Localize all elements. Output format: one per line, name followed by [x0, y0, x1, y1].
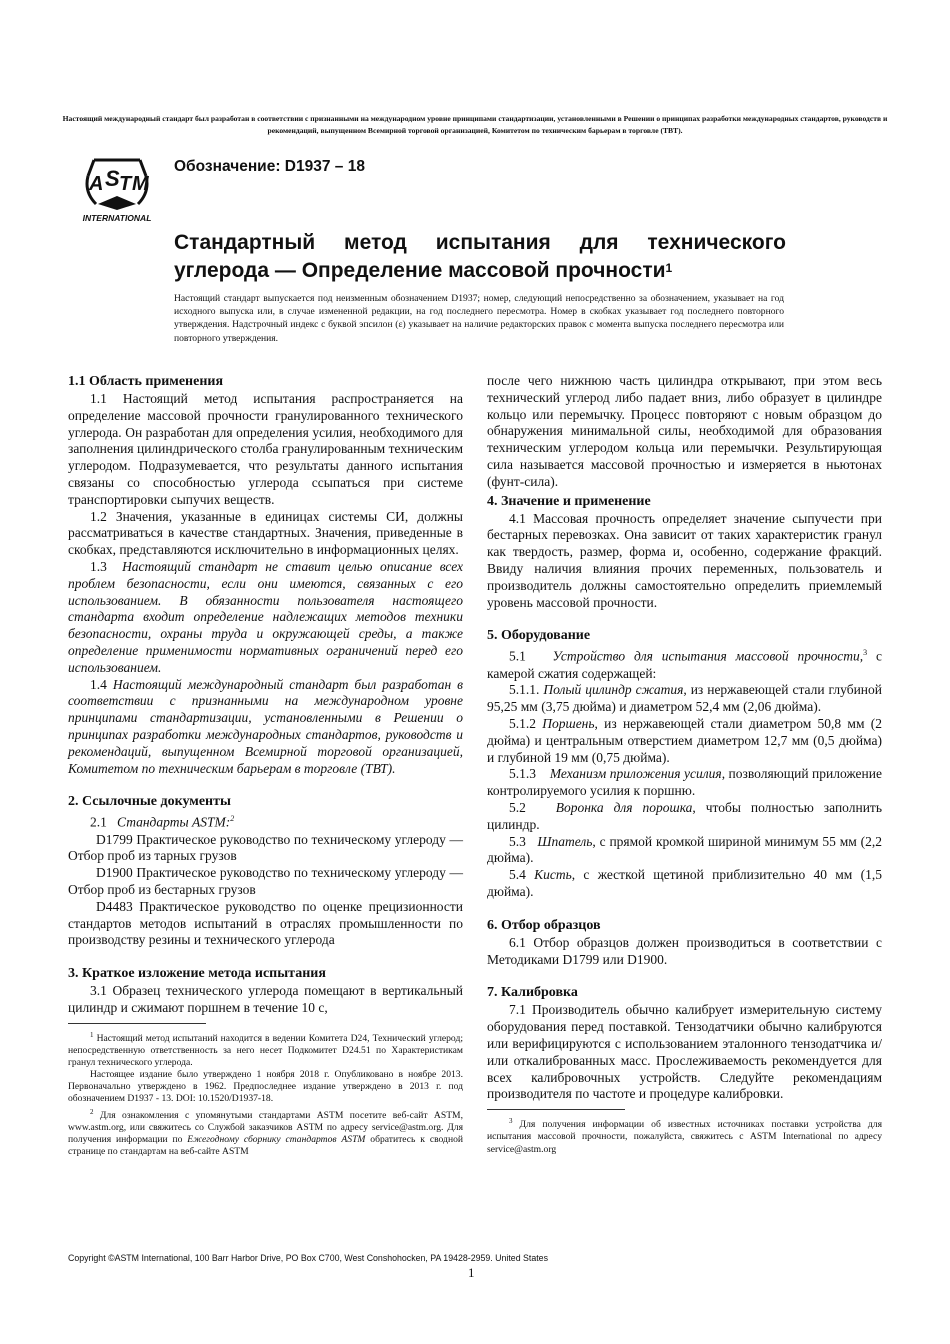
- reference-d1900: D1900 Практическое руководство по техническому углероду — Отбор проб из бестарных грузов: [68, 865, 463, 898]
- para-1-3: 1.3 Настоящий стандарт не ставит целью описание всех проблем безопасности, если они имеются, связанных с его использованием. В обязанности пользователя настоящего стандарта входит определение надлежащих методов техники безопасности, охраны труда и окружающей среды, а также определение применимости нормативных ограничений перед его использованием.: [68, 558, 464, 675]
- section-6-heading: 6. Отбор образцов: [487, 917, 601, 933]
- reference-d4483: D4483 Практическое руководство по оценке прецизионности стандартов методов испытаний в отраслях промышленности по производству резины и технического углерода: [68, 898, 463, 948]
- document-title: Стандартный метод испытания для технического углерода — Определение массовой прочности$^1$: [174, 231, 786, 282]
- section-1-heading: 1.1 Область применения: [68, 374, 224, 389]
- international-standard-notice: Настоящий международный стандарт был разработан в соответствии с признанными на международном уровне принципами стандартизации, установленными в Решении о принципах разработки международных стандартов, руководств и рекомендаций, выпущенном Всемирной торговой организацией, Комитетом по техническим барьерам в торговле (ТВТ).: [62, 114, 888, 135]
- footnote-3: $^3$ Для получения информации об известных источниках поставки устройства для испытания массовой прочности, пожалуйста, свяжитесь с ASTM International по адресу service@astm.org: [487, 1117, 882, 1155]
- logo-caption: INTERNATIONAL: [82, 213, 152, 223]
- para-5-4: 5.4 Кисть, с жесткой щетиной приблизительно 40 мм (1,5 дюйма).: [487, 867, 882, 900]
- para-5-1-2: 5.1.2 Поршень, из нержавеющей стали диаметром 50,8 мм (2 дюйма) и центральным отверстием диаметром 12,7 мм (0,5 дюйма) и глубиной 19 мм (0,75 дюйма).: [487, 716, 882, 765]
- svg-text:A: A: [89, 173, 104, 195]
- section-4-heading: 4. Значение и применение: [487, 493, 651, 509]
- right-column: [487, 373, 882, 1156]
- designation: Обозначение: D1937 – 18: [174, 158, 365, 175]
- para-6-1: 6.1 Отбор образцов должен производиться в соответствии с Методиками D1799 или D1900.: [487, 934, 882, 967]
- para-1-2: 1.2 Значения, указанные в единицах системы СИ, должны рассматриваться в качестве стандартных. Значения, приведенные в скобках, представляются исключительно в информационных целях.: [68, 508, 463, 558]
- svg-text:T: T: [119, 173, 132, 195]
- footnote-divider: [487, 1109, 625, 1110]
- copyright: Copyright ©ASTM International, 100 Barr Harbor Drive, PO Box C700, West Conshohocken, PA 19428-2959. United States: [68, 1253, 548, 1263]
- title-footnote-marker: 1: [665, 261, 673, 275]
- page-number: 1: [468, 1265, 475, 1280]
- footnote-2: $^2$ Для ознакомления с упомянутыми стандартами ASTM посетите веб-сайт ASTM, www.astm.org, или свяжитесь со Службой заказчиков ASTM по адресу service@astm.org. Для получения информации по Ежегодному сборнику стандартов ASTM обратитесь к сводной странице по стандартам на веб-сайте ASTM: [68, 1107, 464, 1158]
- svg-text:S: S: [105, 166, 120, 191]
- left-column: [68, 373, 463, 1158]
- section-5-heading: 5. Оборудование: [487, 628, 591, 644]
- para-4-1: 4.1 Массовая прочность определяет значение сыпучести при бестарных перевозках. Она зависит от таких характеристик гранул как твердость, размер, форма и, особенно, содержание фракций. Ввиду наличия влияния прочих переменных, пользователь и производитель должны самостоятельно определить приемлемый уровень массовой прочности.: [487, 510, 882, 610]
- footnote-1: $^1$ Настоящий метод испытаний находится в ведении Комитета D24, Технический углерод; непосредственную ответственность за него несет Подкомитет D24.51 по Характеристикам гранул технического углерода.: [68, 1030, 463, 1069]
- section-7-heading: 7. Калибровка: [487, 985, 578, 1001]
- footnote-divider: [68, 1023, 206, 1024]
- para-3-1-continued: после чего нижнюю часть цилиндра открывают, при этом весь технический углерод либо падает вниз, либо образует в цилиндре кольцо или перемычку. Процесс повторяют с новым образцом до обнаружения минимальной силы, необходимой для образования техническим углеродом кольца или перемычки. Результирующая сила называется массовой прочностью и измеряется в ньютонах (фунт-сила).: [487, 373, 882, 489]
- para-5-2: 5.2 Воронка для порошка, чтобы полностью заполнить цилиндр.: [487, 800, 882, 832]
- footnote-1-edition: Настоящее издание было утверждено 1 ноября 2018 г. Опубликовано в ноябре 2013. Первоначально утверждено в 1962. Предпоследнее издание утверждено в 2013 г. под обозначением D1937 - 13. DOI: 10.1520/D1937-18.: [68, 1069, 463, 1105]
- para-5-1-1: 5.1.1. Полый цилиндр сжатия, из нержавеющей стали глубиной 95,25 мм (3,75 дюйма) и диаметром 52,4 мм (2,06 дюйма).: [487, 682, 883, 715]
- section-3-heading: 3. Краткое изложение метода испытания: [68, 966, 326, 982]
- para-7-1: 7.1 Производитель обычно калибрует измерительную систему оборудования перед поставкой. Тензодатчики обычно калибруются или верифицируются с использованием эталонного тензодатчика и/или откалиброванных масс. Прослеживаемость рекомендуется для всех калибровочных устройств. Следуйте рекомендациям производителя по частоте и процедуре калибровки.: [487, 1002, 882, 1102]
- para-3-1: 3.1 Образец технического углерода помещают в вертикальный цилиндр и сжимают поршнем в течение 10 с,: [68, 983, 463, 1015]
- para-5-3: 5.3 Шпатель, с прямой кромкой шириной минимум 55 мм (2,2 дюйма).: [487, 833, 882, 866]
- para-5-1-3: 5.1.3 Механизм приложения усилия, позволяющий приложение контролируемого усилия к поршню.: [487, 766, 882, 799]
- issue-note: Настоящий стандарт выпускается под неизменным обозначением D1937; номер, следующий непосредственно за обозначением, указывает на год исходного выпуска или, в случае измененной редакции, на год последнего пересмотра. Номер в скобках указывает год последнего повторного утверждения. Надстрочный индекс с буквой эпсилон (ε) указывает на наличие редакторских правок с момента выпуска последнего пересмотра или повторного утверждения.: [174, 293, 784, 344]
- svg-text:M: M: [132, 173, 149, 195]
- astm-logo: [74, 152, 160, 224]
- para-5-1: 5.1 Устройство для испытания массовой прочности,$^3$ с камерой сжатия содержащей:: [487, 648, 883, 681]
- para-2-1: 2.1 Стандарты ASTM:$^2$: [90, 814, 235, 830]
- para-1-1: 1.1 Настоящий метод испытания распространяется на определение массовой прочности гранулированного технического углерода. Он разработан для определения усилия, необходимого для заполнения цилиндрического столба гранулированным техническим углеродом. Подразумевается, что результаты данного испытания связаны со способностью углерода ссыпаться при системе транспортировки сыпучих веществ.: [68, 391, 463, 507]
- section-2-heading: 2. Ссылочные документы: [68, 794, 231, 810]
- para-1-4: 1.4 Настоящий международный стандарт был разработан в соответствии с признанными на международном уровне принципами стандартизации, установленными в Решении о принципах разработки международных стандартов, руководств и рекомендаций, выпущенном Всемирной торговой организацией, Комитетом по техническим барьерам в торговле (ТВТ).: [68, 676, 463, 776]
- reference-d1799: D1799 Практическое руководство по техническому углероду — Отбор проб из тарных грузов: [68, 831, 463, 864]
